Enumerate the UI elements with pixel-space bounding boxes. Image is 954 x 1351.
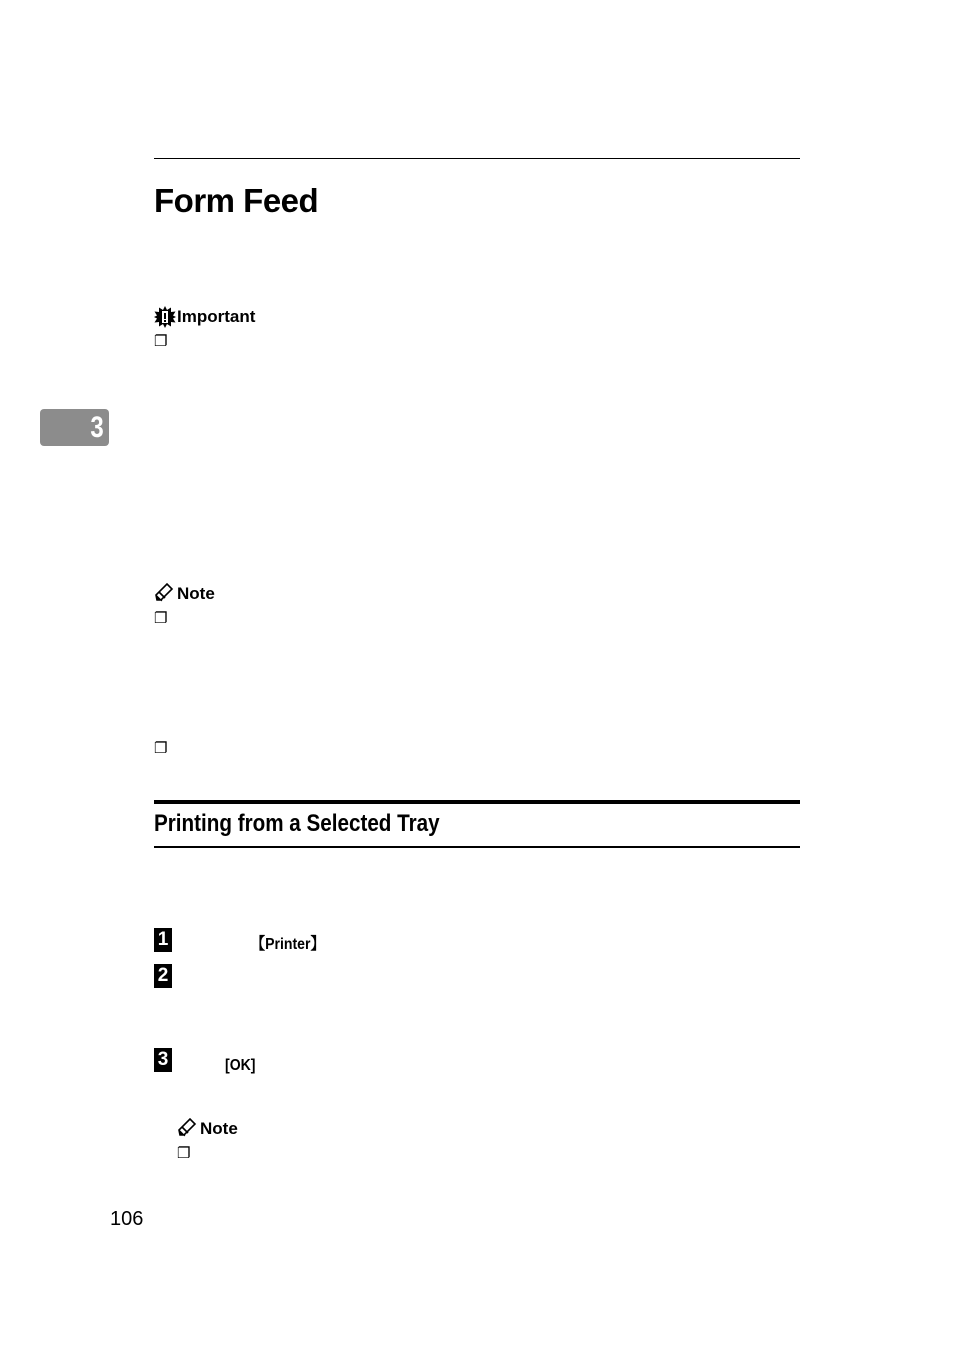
page-title: Form Feed [154, 182, 319, 219]
pencil-icon [154, 583, 174, 603]
step-number: 2 [154, 964, 172, 988]
note-bullet: ❐ [154, 739, 168, 757]
pencil-icon [177, 1118, 197, 1138]
page-number: 106 [110, 1208, 144, 1230]
step-number: 1 [154, 928, 172, 952]
important-bullet: ❐ [154, 332, 168, 350]
note-label: Note [177, 584, 215, 603]
step-number: 3 [154, 1048, 172, 1072]
printer-key: 【Printer】 [251, 936, 325, 953]
section-title: Printing from a Selected Tray [154, 810, 440, 837]
section-rule-bottom [154, 846, 800, 848]
important-icon [154, 306, 176, 328]
note-bullet: ❐ [154, 609, 168, 627]
section-rule-top [154, 800, 800, 804]
chapter-number: 3 [90, 411, 104, 444]
chapter-tab [40, 409, 109, 446]
important-label: Important [177, 307, 256, 326]
top-rule [154, 158, 800, 159]
note-label: Note [200, 1119, 238, 1138]
note-bullet: ❐ [177, 1144, 191, 1162]
ok-key: [OK] [225, 1057, 256, 1074]
